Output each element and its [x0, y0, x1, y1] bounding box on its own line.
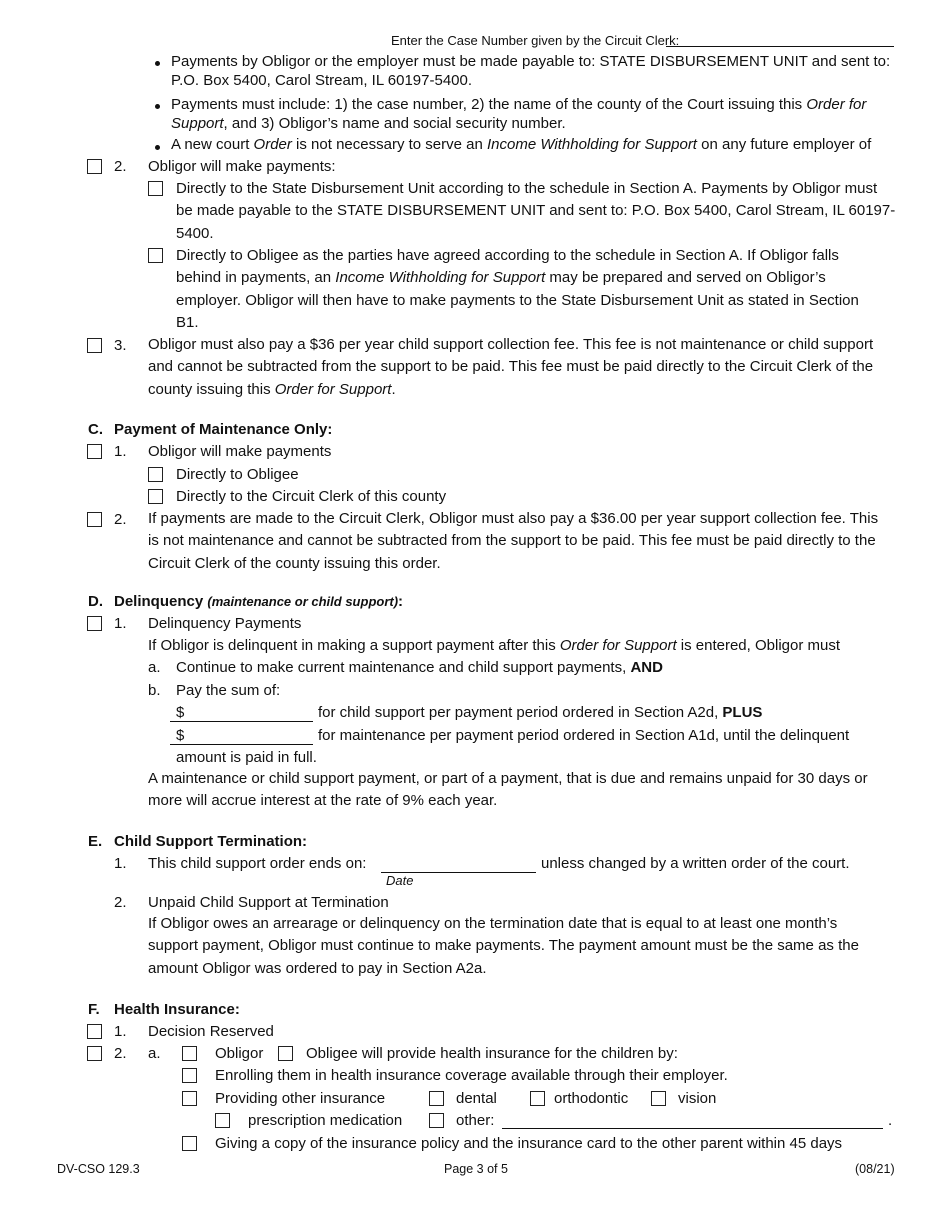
other-label: other: — [456, 1112, 495, 1129]
b1-bullet-2: Payments must include: 1) the case number, 2) the name of the county of the Court issuing this Order for Support, and 3) Obligor’s name and social security number. — [171, 96, 867, 132]
maintenance-line-cont: amount is paid in full. — [176, 749, 317, 766]
b2-opt2-checkbox[interactable] — [148, 248, 163, 263]
date-label: Date — [386, 873, 414, 888]
maintenance-line-text: for maintenance per payment period ordered in Section A1d, until the delinquent — [318, 727, 850, 744]
prescription-checkbox[interactable] — [215, 1113, 230, 1128]
orthodontic-label: orthodontic — [554, 1090, 629, 1107]
case-number-field[interactable] — [666, 46, 894, 47]
obligor-checkbox[interactable] — [182, 1046, 197, 1061]
c1-number: 1. — [114, 443, 127, 460]
child-support-amount-field[interactable] — [170, 721, 313, 722]
c2-number: 2. — [114, 511, 127, 528]
other-period: . — [888, 1112, 893, 1129]
c1-opt1-checkbox[interactable] — [148, 467, 163, 482]
e2-text: Unpaid Child Support at Termination — [148, 894, 389, 911]
e1-number: 1. — [114, 855, 127, 872]
other-insurance-checkbox[interactable] — [182, 1091, 197, 1106]
f1-checkbox[interactable] — [87, 1024, 102, 1039]
f1-number: 1. — [114, 1023, 127, 1040]
section-e-title: Child Support Termination: — [114, 833, 308, 850]
dental-label: dental — [456, 1090, 497, 1107]
c1-opt1-text: Directly to Obligee — [176, 466, 299, 483]
b2-checkbox[interactable] — [87, 159, 102, 174]
d1-number: 1. — [114, 615, 127, 632]
section-e-letter: E. — [88, 833, 103, 850]
d1-b-label: b. — [148, 682, 161, 699]
prescription-label: prescription medication — [248, 1112, 403, 1129]
case-number-label: Enter the Case Number given by the Circuit Clerk: — [391, 33, 680, 48]
section-f-letter: F. — [88, 1001, 100, 1018]
f2-number: 2. — [114, 1045, 127, 1062]
d1-checkbox[interactable] — [87, 616, 102, 631]
d1-intro: If Obligor is delinquent in making a support payment after this Order for Support is entered, Obligor must — [148, 637, 841, 654]
dental-checkbox[interactable] — [429, 1091, 444, 1106]
c2-text: If payments are made to the Circuit Clerk, Obligor must also pay a $36.00 per year support collection fee. This is not maintenance and cannot be subtracted from the support to be paid. This fee must be paid directly to the Circuit Clerk of the county issuing this order. — [148, 510, 879, 572]
d1-b-text: Pay the sum of: — [176, 682, 281, 699]
f2-checkbox[interactable] — [87, 1046, 102, 1061]
obligor-label: Obligor — [215, 1045, 264, 1062]
e1-text-post: unless changed by a written order of the court. — [541, 855, 850, 872]
b2-number: 2. — [114, 158, 127, 175]
b2-opt1-checkbox[interactable] — [148, 181, 163, 196]
c2-checkbox[interactable] — [87, 512, 102, 527]
b3-number: 3. — [114, 337, 127, 354]
child-support-line-text: for child support per payment period ordered in Section A2d, PLUS — [318, 704, 763, 721]
maintenance-amount-field[interactable] — [170, 744, 313, 745]
e2-body: If Obligor owes an arrearage or delinquency on the termination date that is equal to at least one month’s support payment, Obligor must continue to make payments. The payment amount must be the same as the amount Obligor was ordered to pay in Section A2a. — [148, 915, 859, 977]
other-insurance-field[interactable] — [502, 1128, 883, 1129]
child-support-dollar: $ — [176, 704, 185, 721]
c1-text: Obligor will make payments — [148, 443, 332, 460]
c1-opt2-checkbox[interactable] — [148, 489, 163, 504]
section-f-title: Health Insurance: — [114, 1001, 240, 1018]
vision-label: vision — [678, 1090, 717, 1107]
obligee-label: Obligee will provide health insurance for the children by: — [306, 1045, 678, 1062]
d1-a-text: Continue to make current maintenance and child support payments, AND — [176, 659, 663, 676]
enroll-checkbox[interactable] — [182, 1068, 197, 1083]
d1-text: Delinquency Payments — [148, 615, 302, 632]
e2-number: 2. — [114, 894, 127, 911]
f1-text: Decision Reserved — [148, 1023, 274, 1040]
other-checkbox[interactable] — [429, 1113, 444, 1128]
b2-opt2-text: Directly to Obligee as the parties have agreed according to the schedule in Section A. If Obligor falls behind in payments, an Income Withholding for Support may be prepared and served on Obligor’s employer. Obligor will then have to make payments to the State Disbursement Unit as stated in Section B1. — [176, 247, 859, 331]
b1-bullet-3: A new court Order is not necessary to serve an Income Withholding for Support on any future employer of — [171, 136, 872, 153]
bullet-icon — [155, 61, 160, 66]
e1-text-pre: This child support order ends on: — [148, 855, 367, 872]
b2-text: Obligor will make payments: — [148, 158, 336, 175]
c1-opt2-text: Directly to the Circuit Clerk of this county — [176, 488, 447, 505]
b3-checkbox[interactable] — [87, 338, 102, 353]
vision-checkbox[interactable] — [651, 1091, 666, 1106]
b1-bullet-1: Payments by Obligor or the employer must be made payable to: STATE DISBURSEMENT UNIT and sent to: P.O. Box 5400, Carol Stream, IL 60197-5400. — [171, 53, 891, 89]
copy-policy-text: Giving a copy of the insurance policy and the insurance card to the other parent within 45 days — [215, 1135, 843, 1152]
page-number: Page 3 of 5 — [444, 1162, 508, 1176]
d1-a-label: a. — [148, 659, 161, 676]
b3-text: Obligor must also pay a $36 per year child support collection fee. This fee is not maintenance or child support and cannot be subtracted from the support to be paid. This fee must be paid directly to the Circuit Clerk of the county issuing this Order for Support. — [148, 336, 874, 398]
other-insurance-text: Providing other insurance — [215, 1090, 386, 1107]
maintenance-dollar: $ — [176, 727, 185, 744]
enroll-text: Enrolling them in health insurance coverage available through their employer. — [215, 1067, 728, 1084]
section-d-title: Delinquency (maintenance or child support): — [114, 593, 404, 610]
orthodontic-checkbox[interactable] — [530, 1091, 545, 1106]
copy-policy-checkbox[interactable] — [182, 1136, 197, 1151]
bullet-icon — [155, 145, 160, 150]
revision-date: (08/21) — [855, 1162, 895, 1176]
d1-interest-text: A maintenance or child support payment, or part of a payment, that is due and remains unpaid for 30 days or more will accrue interest at the rate of 9% each year. — [148, 770, 868, 810]
form-id: DV-CSO 129.3 — [57, 1162, 140, 1176]
f2-a-label: a. — [148, 1045, 161, 1062]
bullet-icon — [155, 104, 160, 109]
section-c-letter: C. — [88, 421, 103, 438]
b2-opt1-text: Directly to the State Disbursement Unit according to the schedule in Section A. Payments by Obligor must be made payable to the STATE DISBURSEMENT UNIT and sent to: P.O. Box 5400, Carol Stream, IL 60197-5400. — [176, 180, 896, 242]
obligee-checkbox[interactable] — [278, 1046, 293, 1061]
section-d-letter: D. — [88, 593, 103, 610]
section-c-title: Payment of Maintenance Only: — [114, 421, 333, 438]
c1-checkbox[interactable] — [87, 444, 102, 459]
